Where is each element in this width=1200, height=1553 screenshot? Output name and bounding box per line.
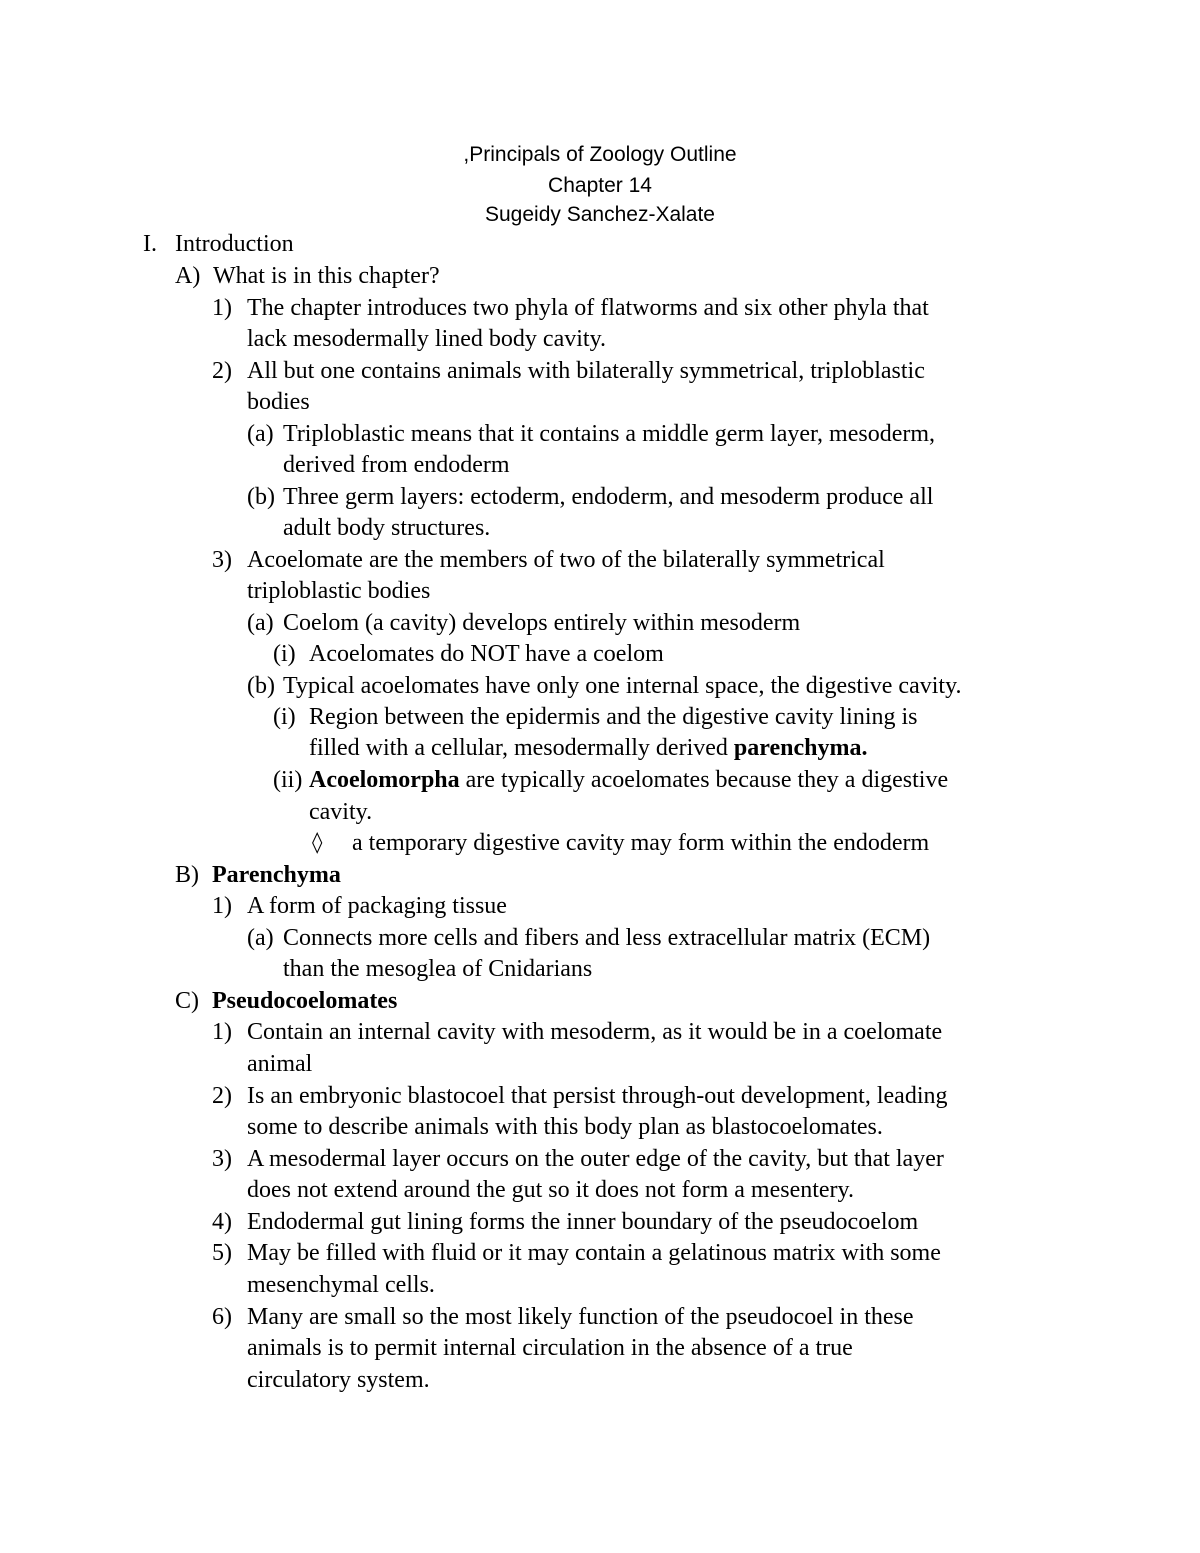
item-marker: 1) xyxy=(212,1019,232,1045)
item-marker: (b) xyxy=(247,484,275,510)
item-marker: 6) xyxy=(212,1304,232,1330)
item-marker: (a) xyxy=(247,925,274,951)
section-heading-introduction: Introduction xyxy=(175,231,294,257)
outline-text-line: Coelom (a cavity) develops entirely within mesoderm xyxy=(283,610,801,636)
outline-text-line: triploblastic bodies xyxy=(247,578,431,604)
outline-text-line: animal xyxy=(247,1051,313,1077)
outline-text-line: Acoelomates do NOT have a coelom xyxy=(309,641,664,667)
diamond-bullet-icon: ◊ xyxy=(312,830,323,854)
outline-text-line: a temporary digestive cavity may form within the endoderm xyxy=(352,830,930,856)
item-marker: 1) xyxy=(212,295,232,321)
outline-text-line: The chapter introduces two phyla of flatworms and six other phyla that xyxy=(247,295,929,321)
outline-text-line: Is an embryonic blastocoel that persist through-out development, leading xyxy=(247,1083,948,1109)
outline-text-line: Endodermal gut lining forms the inner boundary of the pseudocoelom xyxy=(247,1209,919,1235)
outline-text-line: than the mesoglea of Cnidarians xyxy=(283,956,593,982)
outline-text-line: A form of packaging tissue xyxy=(247,893,507,919)
outline-text-line: derived from endoderm xyxy=(283,452,510,478)
outline-text-line: cavity. xyxy=(309,799,373,825)
outline-text-line: adult body structures. xyxy=(283,515,491,541)
outline-text-line: Connects more cells and fibers and less extracellular matrix (ECM) xyxy=(283,925,931,951)
document-title: ,Principals of Zoology Outline xyxy=(463,143,737,166)
item-marker: (a) xyxy=(247,421,274,447)
section-marker-i: I. xyxy=(143,231,157,257)
item-marker: (i) xyxy=(273,641,296,667)
outline-text-line: Contain an internal cavity with mesoderm, as it would be in a coelomate xyxy=(247,1019,943,1045)
outline-text-segment: filled with a cellular, mesodermally derived xyxy=(309,735,734,761)
subsection-heading-parenchyma: Parenchyma xyxy=(212,862,341,888)
subsection-heading-pseudocoelomates: Pseudocoelomates xyxy=(212,988,398,1014)
chapter-label: Chapter 14 xyxy=(548,174,652,197)
outline-text-line: Typical acoelomates have only one internal space, the digestive cavity. xyxy=(283,673,962,699)
item-marker: (b) xyxy=(247,673,275,699)
outline-text-line: bodies xyxy=(247,389,310,415)
outline-text-line: animals is to permit internal circulation in the absence of a true xyxy=(247,1335,853,1361)
outline-text-line: mesenchymal cells. xyxy=(247,1272,435,1298)
outline-text-line: lack mesodermally lined body cavity. xyxy=(247,326,607,352)
outline-text-line: Triploblastic means that it contains a middle germ layer, mesoderm, xyxy=(283,421,936,447)
term-acoelomorpha: Acoelomorpha xyxy=(309,767,460,793)
outline-text-line: Many are small so the most likely function of the pseudocoel in these xyxy=(247,1304,914,1330)
outline-text-line: A mesodermal layer occurs on the outer edge of the cavity, but that layer xyxy=(247,1146,944,1172)
item-marker: 2) xyxy=(212,1083,232,1109)
item-marker: 3) xyxy=(212,547,232,573)
item-marker: 4) xyxy=(212,1209,232,1235)
outline-text-line: Three germ layers: ectoderm, endoderm, and mesoderm produce all xyxy=(283,484,934,510)
outline-text-line xyxy=(309,735,867,762)
subsection-marker-b: B) xyxy=(175,862,199,888)
outline-text-line: May be filled with fluid or it may contain a gelatinous matrix with some xyxy=(247,1240,941,1266)
outline-text-line: does not extend around the gut so it does not form a mesentery. xyxy=(247,1177,854,1203)
item-marker: (ii) xyxy=(273,767,303,793)
item-marker: (i) xyxy=(273,704,296,730)
outline-text-line: circulatory system. xyxy=(247,1367,430,1393)
outline-text-segment: are typically acoelomates because they a digestive xyxy=(459,767,949,793)
item-marker: 1) xyxy=(212,893,232,919)
outline-text-line xyxy=(309,767,948,794)
item-marker: 5) xyxy=(212,1240,232,1266)
term-parenchyma: parenchyma. xyxy=(733,735,868,761)
item-marker: 2) xyxy=(212,358,232,384)
outline-text-line: some to describe animals with this body plan as blastocoelomates. xyxy=(247,1114,883,1140)
subsection-marker-a: A) xyxy=(175,263,201,289)
outline-text-line: Acoelomate are the members of two of the bilaterally symmetrical xyxy=(247,547,885,573)
item-marker: 3) xyxy=(212,1146,232,1172)
outline-text-line: All but one contains animals with bilaterally symmetrical, triploblastic xyxy=(247,358,925,384)
subsection-marker-c: C) xyxy=(175,988,199,1014)
subsection-heading-a: What is in this chapter? xyxy=(213,263,440,289)
item-marker: (a) xyxy=(247,610,274,636)
outline-text-line: Region between the epidermis and the digestive cavity lining is xyxy=(309,704,918,730)
author-name: Sugeidy Sanchez-Xalate xyxy=(485,203,715,226)
